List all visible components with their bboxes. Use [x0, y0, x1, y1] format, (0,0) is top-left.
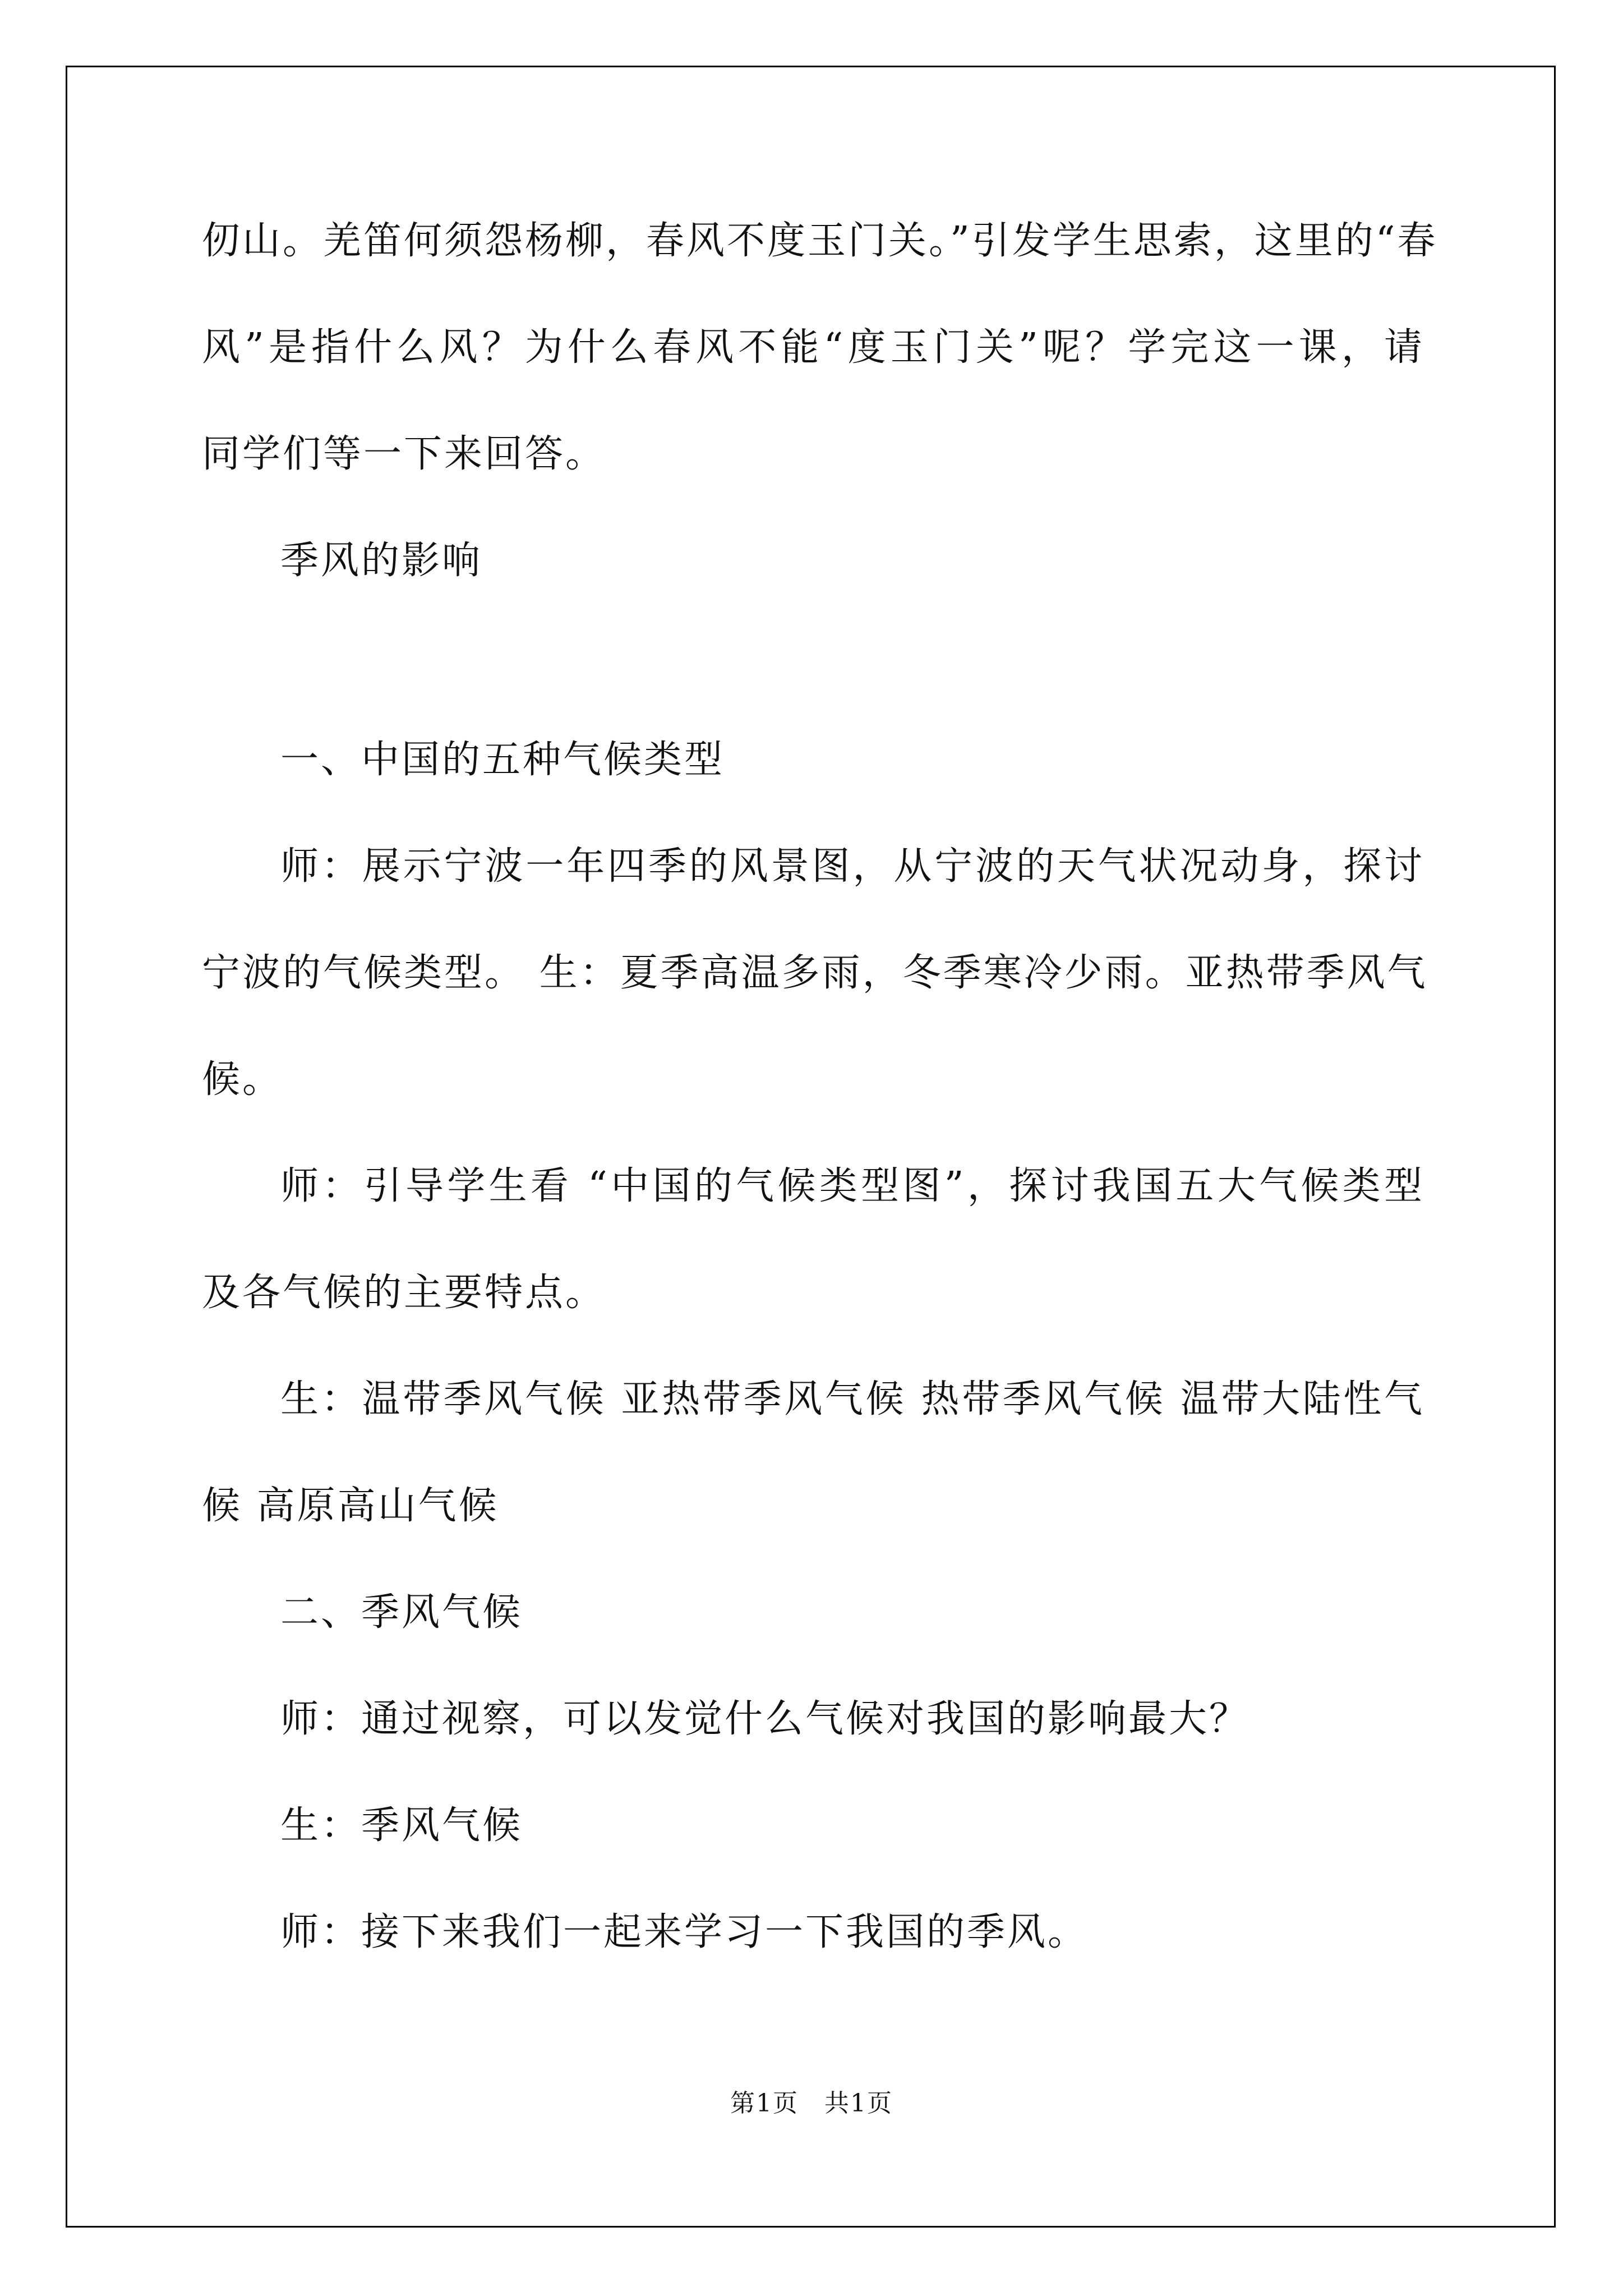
page-border — [66, 66, 1556, 2228]
text-line: 候。 — [202, 1057, 283, 1102]
section-heading: 一、中国的五种气候类型 — [280, 738, 725, 782]
text-line: 师：接下来我们一起来学习一下我国的季风。 — [280, 1910, 1089, 1954]
text-line: 师：引导学生看 “中国的气候类型图”，探讨我国五大气候类型 — [280, 1164, 1424, 1208]
text-line: 宁波的气候类型。 生：夏季高温多雨，冬季寒冷少雨。亚热带季风气 — [202, 951, 1428, 995]
text-line: 师：通过视察，可以发觉什么气候对我国的影响最大？ — [280, 1697, 1250, 1741]
text-line: 生：温带季风气候 亚热带季风气候 热带季风气候 温带大陆性气 — [280, 1377, 1424, 1421]
text-line: 生：季风气候 — [280, 1803, 523, 1848]
section-heading: 二、季风气候 — [280, 1590, 523, 1635]
text-line: 仞山。羌笛何须怨杨柳，春风不度玉门关。”引发学生思索，这里的“春 — [202, 219, 1438, 263]
page-footer: 第1页 共1页 — [730, 2089, 893, 2118]
text-line: 师：展示宁波一年四季的风景图，从宁波的天气状况动身，探讨 — [280, 844, 1424, 889]
text-line: 候 高原高山气候 — [202, 1484, 499, 1528]
section-heading: 季风的影响 — [280, 539, 483, 583]
text-line: 及各气候的主要特点。 — [202, 1271, 606, 1315]
text-line: 同学们等一下来回答。 — [202, 432, 606, 476]
text-line: 风”是指什么风？为什么春风不能“度玉门关”呢？学完这一课，请 — [202, 325, 1424, 370]
